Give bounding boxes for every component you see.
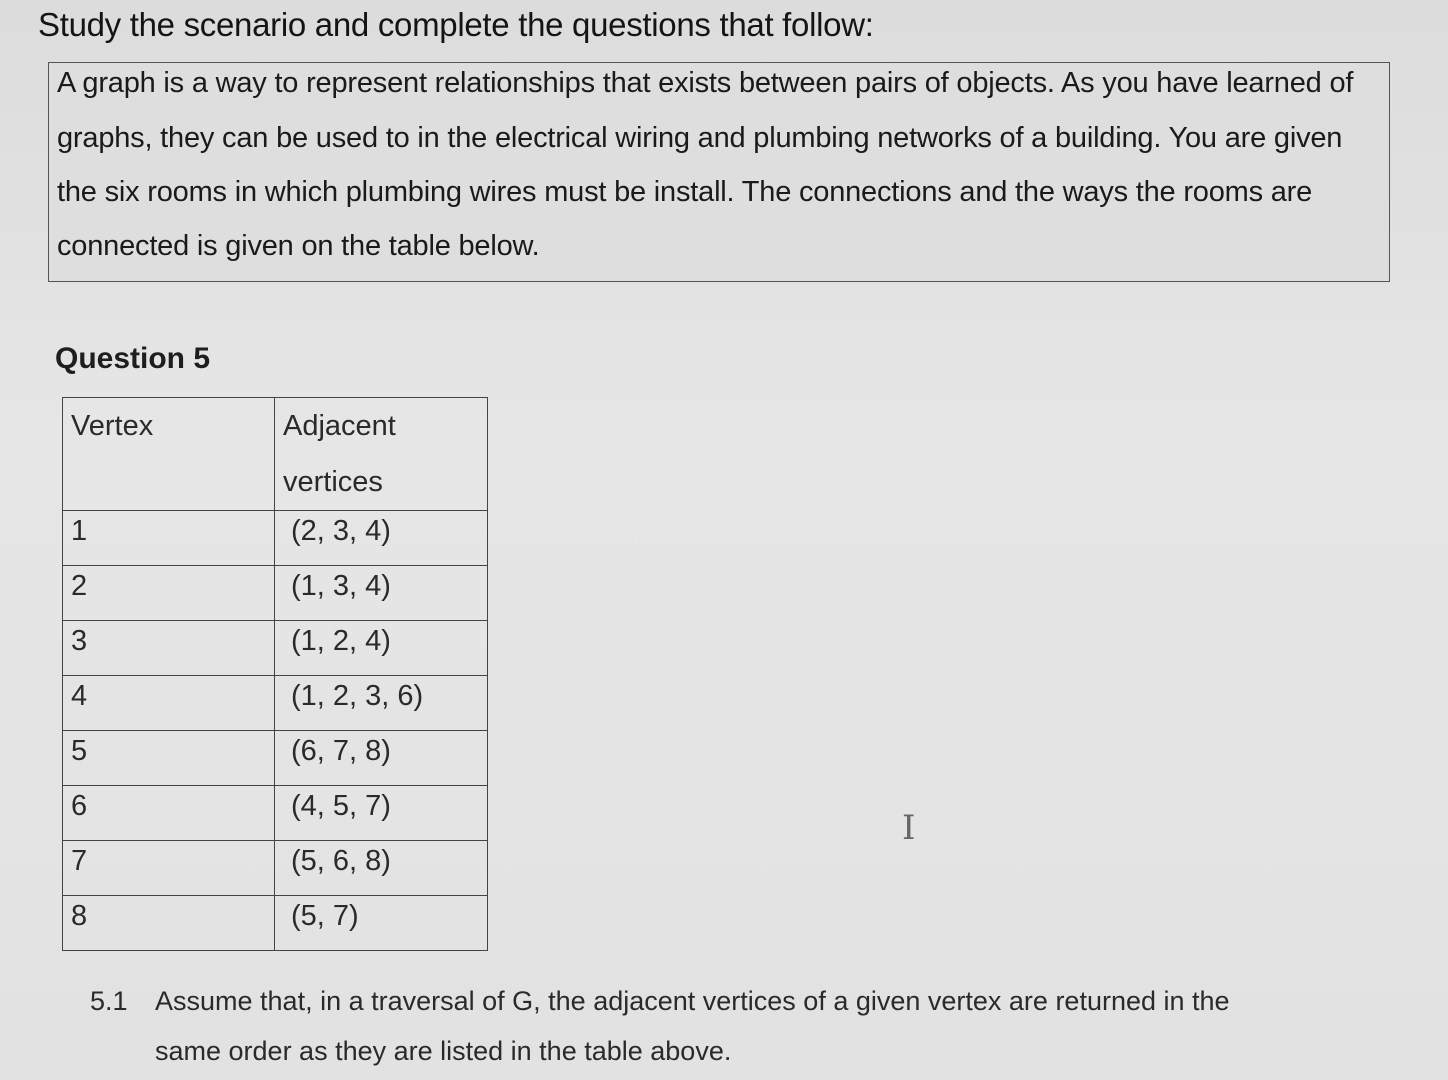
adjacent-value: (1, 3, 4) bbox=[291, 570, 391, 602]
table-row bbox=[63, 731, 488, 786]
adjacent-value: (2, 3, 4) bbox=[291, 515, 391, 547]
table-header-row bbox=[63, 398, 488, 511]
vertex-cell: 3 bbox=[63, 621, 275, 676]
adjacent-value: (6, 7, 8) bbox=[291, 735, 391, 767]
vertex-cell: 5 bbox=[63, 731, 275, 786]
vertex-cell: 1 bbox=[63, 511, 275, 566]
header-adjacent bbox=[275, 398, 488, 511]
header-vertex bbox=[63, 398, 275, 511]
adjacent-cell bbox=[275, 511, 488, 566]
adjacent-cell bbox=[275, 621, 488, 676]
subquestion-number: 5.1 bbox=[90, 986, 128, 1016]
table-row bbox=[63, 896, 488, 951]
page-heading: Study the scenario and complete the questions that follow: bbox=[38, 6, 874, 43]
table-row bbox=[63, 676, 488, 731]
table-row bbox=[63, 566, 488, 621]
vertex-cell: 4 bbox=[63, 676, 275, 731]
subquestion-line: Assume that, in a traversal of G, the adjacent vertices of a given vertex are returned in the bbox=[155, 986, 1230, 1016]
adjacency-table bbox=[62, 397, 488, 951]
subquestion-line: same order as they are listed in the table above. bbox=[155, 1036, 732, 1066]
scenario-line: the six rooms in which plumbing wires must be install. The connections and the ways the rooms are bbox=[57, 176, 1313, 208]
scenario-line: A graph is a way to represent relationships that exists between pairs of objects. As you have learned of bbox=[57, 67, 1354, 99]
table-row bbox=[63, 511, 488, 566]
header-adjacent-label-2: vertices bbox=[283, 466, 383, 498]
header-vertex-label: Vertex bbox=[71, 410, 154, 442]
adjacent-value: (1, 2, 4) bbox=[291, 625, 391, 657]
table-row bbox=[63, 786, 488, 841]
adjacent-cell bbox=[275, 841, 488, 896]
table-row bbox=[63, 841, 488, 896]
vertex-cell: 2 bbox=[63, 566, 275, 621]
question-title: Question 5 bbox=[55, 342, 211, 375]
scenario-box bbox=[48, 62, 1390, 282]
scenario-line: graphs, they can be used to in the electrical wiring and plumbing networks of a building. You are given bbox=[57, 122, 1343, 154]
adjacent-cell bbox=[275, 731, 488, 786]
adjacent-value: (5, 6, 8) bbox=[291, 845, 391, 877]
adjacent-value: (1, 2, 3, 6) bbox=[291, 680, 424, 712]
adjacent-cell bbox=[275, 896, 488, 951]
adjacent-cell bbox=[275, 566, 488, 621]
adjacent-value: (5, 7) bbox=[291, 900, 359, 932]
text-cursor-icon: I bbox=[902, 808, 916, 848]
scenario-line: connected is given on the table below. bbox=[57, 230, 540, 262]
header-adjacent-label: Adjacent bbox=[283, 410, 396, 442]
vertex-cell: 8 bbox=[63, 896, 275, 951]
vertex-cell: 7 bbox=[63, 841, 275, 896]
table-row bbox=[63, 621, 488, 676]
adjacent-value: (4, 5, 7) bbox=[291, 790, 391, 822]
adjacent-cell bbox=[275, 786, 488, 841]
vertex-cell: 6 bbox=[63, 786, 275, 841]
adjacent-cell bbox=[275, 676, 488, 731]
